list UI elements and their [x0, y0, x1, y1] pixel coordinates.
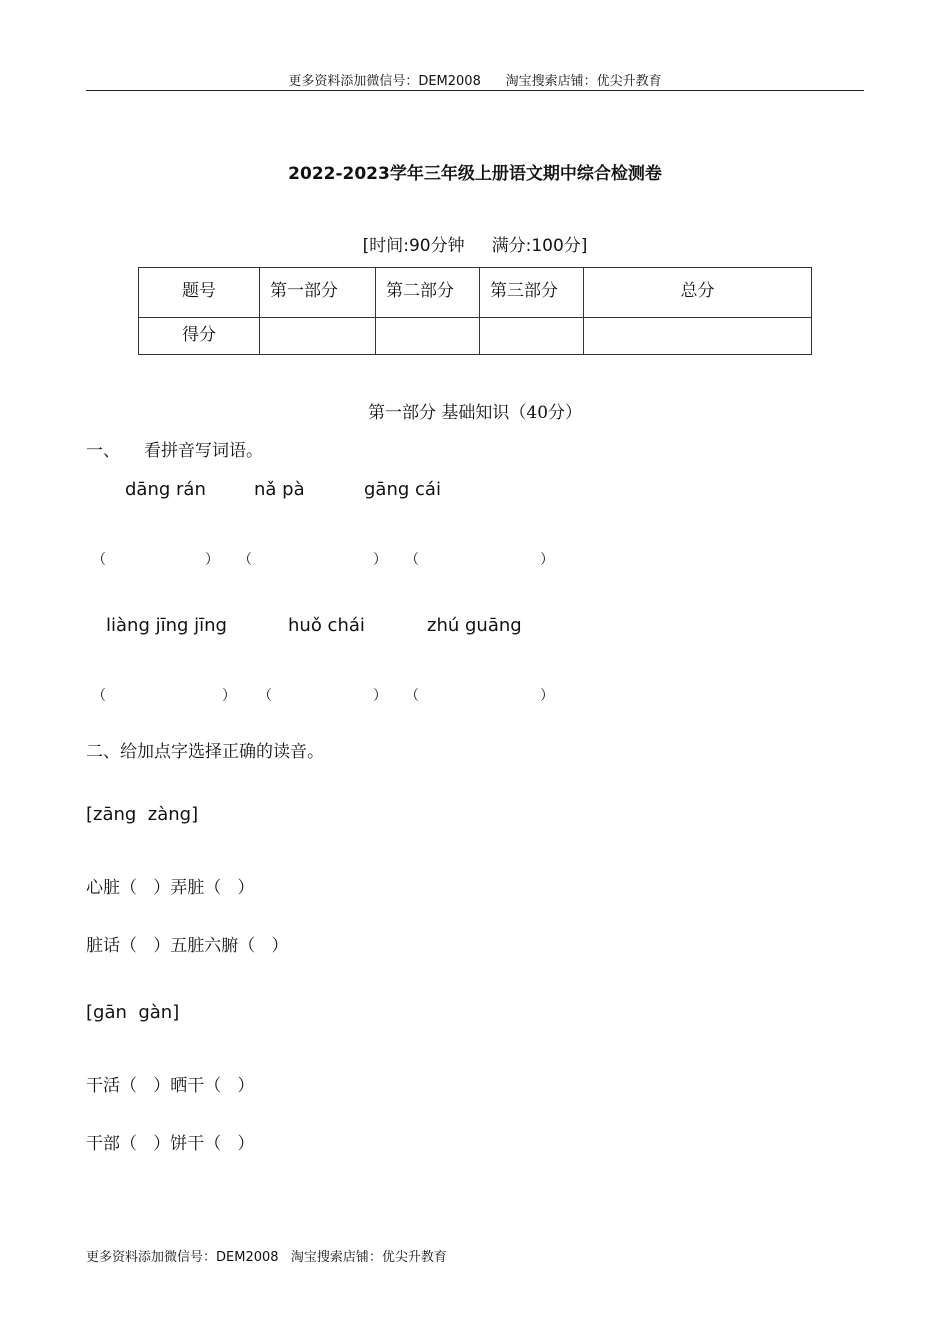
q2-group2-line1: 干活（ ）晒干（ ）	[86, 1076, 255, 1096]
score-table-header-row	[139, 268, 812, 318]
score-cell-part1[interactable]	[260, 318, 376, 355]
score-cell-total[interactable]	[584, 318, 812, 355]
document-title: 2022-2023学年三年级上册语文期中综合检测卷	[288, 164, 662, 184]
time-and-score-info: [时间:90分钟 满分:100分]	[362, 236, 588, 256]
q2-group2-line2: 干部（ ）饼干（ ）	[86, 1134, 255, 1154]
answer-paren-open: （	[258, 688, 272, 704]
part1-heading: 第一部分 基础知识（40分）	[367, 403, 583, 423]
answer-paren-close: ）	[222, 688, 236, 704]
page-header-text: 更多资料添加微信号：DEM2008 淘宝搜索店铺：优尖升教育	[288, 74, 662, 89]
q2-group1-pinyin: [zāng zàng]	[86, 804, 199, 825]
score-table-header-part3: 第三部分	[480, 268, 584, 318]
score-table	[138, 267, 812, 355]
answer-paren-open: （	[238, 552, 252, 568]
pinyin-word: liàng jīng jīng	[106, 615, 227, 636]
q2-instruction: 二、给加点字选择正确的读音。	[86, 742, 324, 762]
score-table-header-part2: 第二部分	[376, 268, 480, 318]
pinyin-word: huǒ chái	[288, 615, 365, 636]
page-footer-text: 更多资料添加微信号：DEM2008 淘宝搜索店铺：优尖升教育	[86, 1250, 447, 1265]
pinyin-word: dāng rán	[125, 479, 206, 500]
score-table-score-row	[139, 318, 812, 355]
score-cell-part2[interactable]	[376, 318, 480, 355]
answer-paren-open: （	[92, 552, 106, 568]
pinyin-word: nǎ pà	[254, 479, 305, 500]
score-table-header-question-no: 题号	[139, 268, 260, 318]
score-table-header-total: 总分	[584, 268, 812, 318]
q1-number: 一、	[86, 441, 120, 461]
answer-paren-close: ）	[205, 552, 219, 568]
answer-paren-open: （	[405, 688, 419, 704]
header-divider	[86, 90, 864, 91]
q1-instruction: 看拼音写词语。	[144, 441, 263, 461]
q2-group1-line1: 心脏（ ）弄脏（ ）	[86, 878, 255, 898]
score-table-header-part1: 第一部分	[260, 268, 376, 318]
pinyin-word: zhú guāng	[427, 615, 522, 636]
score-table-row-label: 得分	[139, 318, 260, 355]
pinyin-word: gāng cái	[364, 479, 441, 500]
score-cell-part3[interactable]	[480, 318, 584, 355]
answer-paren-open: （	[405, 552, 419, 568]
q2-group1-line2: 脏话（ ）五脏六腑（ ）	[86, 936, 289, 956]
answer-paren-close: ）	[540, 552, 554, 568]
answer-paren-close: ）	[373, 688, 387, 704]
answer-paren-close: ）	[540, 688, 554, 704]
q2-group2-pinyin: [gān gàn]	[86, 1002, 180, 1023]
answer-paren-close: ）	[373, 552, 387, 568]
answer-paren-open: （	[92, 688, 106, 704]
